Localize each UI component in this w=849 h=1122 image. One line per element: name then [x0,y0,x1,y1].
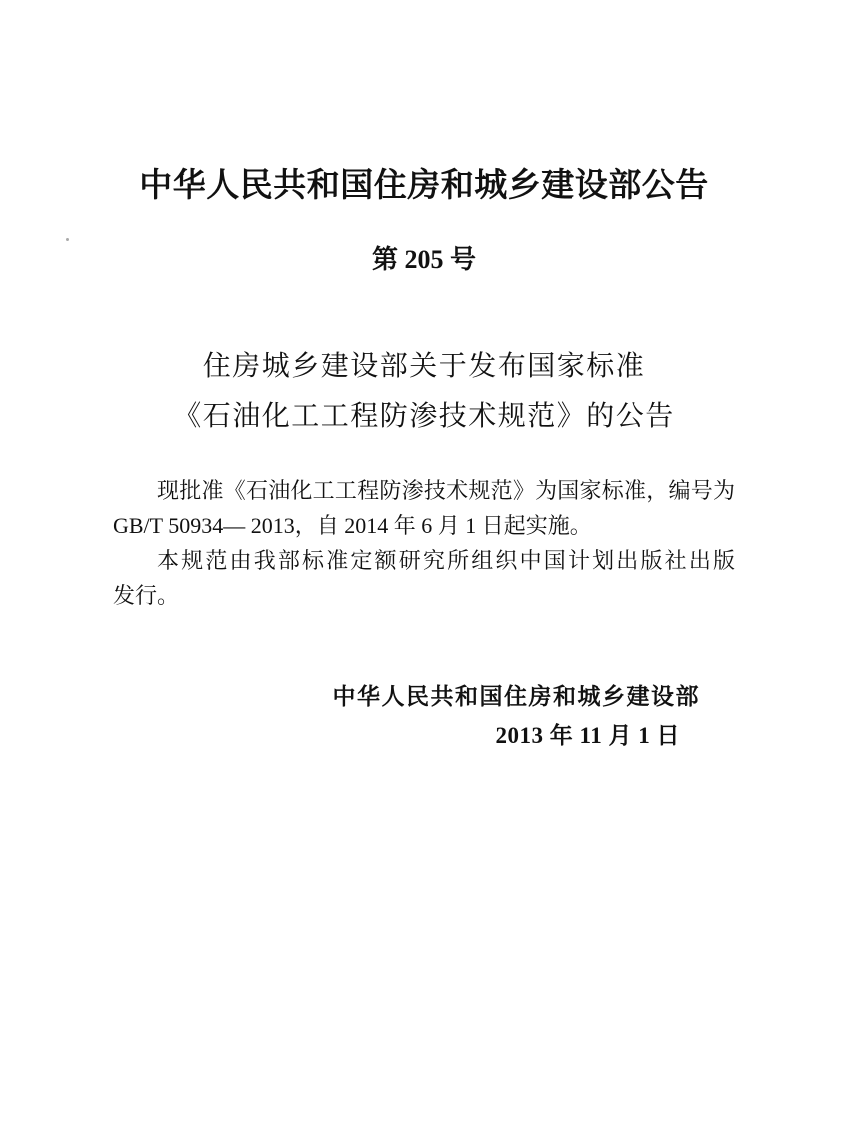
body-paragraph2-line1: 本规范由我部标准定额研究所组织中国计划出版社出版 [157,548,735,573]
subtitle-line-1: 住房城乡建设部关于发布国家标准 [202,351,646,382]
scan-artifact-speck [66,238,69,241]
announcement-body [113,473,735,613]
body-paragraph1-line1: 现批准《石油化工工程防渗技术规范》为国家标准，编号为 [157,478,735,503]
issuing-authority-signature: 中华人民共和国住房和城乡建设部 [332,683,700,709]
body-paragraph1-line2: GB/T 50934— 2013，自 2014 年 6 月 1 日起实施。 [113,513,592,538]
announcement-subtitle [113,342,735,442]
subtitle-line-2: 《石油化工工程防渗技术规范》的公告 [173,401,675,432]
page-title: 中华人民共和国住房和城乡建设部公告 [139,166,709,203]
issue-number: 第 205 号 [371,245,476,274]
body-paragraph2-line2: 发行。 [113,583,180,608]
issue-date: 2013 年 11 月 1 日 [495,723,680,748]
